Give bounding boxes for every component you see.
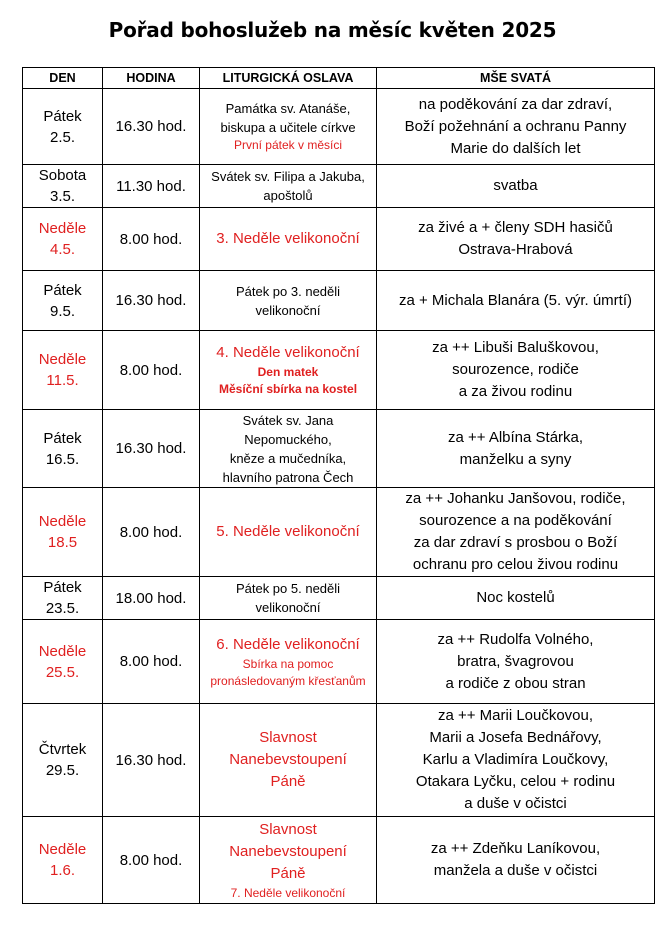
day-cell: Neděle 25.5. — [23, 620, 103, 704]
mass-cell: na poděkování za dar zdraví, Boží požehnání a ochranu Panny Marie do dalších let — [377, 89, 655, 165]
mass-cell: za ++ Johanku Janšovou, rodiče, sourozence a na poděkování za dar zdraví s prosbou o Boží ochranu pro celou živou rodinu — [377, 488, 655, 577]
table-row — [23, 89, 655, 165]
table-row — [23, 331, 655, 410]
day-cell: Neděle 18.5 — [23, 488, 103, 577]
mass-cell: za ++ Zdeňku Laníkovou, manžela a duše v očistci — [377, 817, 655, 904]
day-cell: Pátek 16.5. — [23, 410, 103, 488]
day-cell: Pátek 2.5. — [23, 89, 103, 165]
table-row — [23, 704, 655, 817]
header-mse: MŠE SVATÁ — [377, 68, 655, 89]
mass-cell: za ++ Marii Loučkovou, Marii a Josefa Bednářovy, Karlu a Vladimíra Loučkovy, Otakara Lyčku, celou + rodinu a duše v očistci — [377, 704, 655, 817]
liturgy-note: Den matek — [257, 365, 319, 379]
time-cell: 11.30 hod. — [103, 165, 200, 208]
day-cell: Pátek 23.5. — [23, 577, 103, 620]
liturgy-cell: Památka sv. Atanáše, biskupa a učitele církve První pátek v měsíci — [200, 89, 377, 165]
time-cell: 8.00 hod. — [103, 488, 200, 577]
liturgy-note: Měsíční sbírka na kostel — [218, 382, 358, 396]
liturgy-cell: Pátek po 3. neděli velikonoční — [200, 271, 377, 331]
time-cell: 16.30 hod. — [103, 410, 200, 488]
mass-cell: za ++ Rudolfa Volného, bratra, švagrovou a rodiče z obou stran — [377, 620, 655, 704]
liturgy-note: První pátek v měsíci — [233, 138, 343, 152]
mass-cell: za ++ Libuši Baluškovou, sourozence, rodiče a za živou rodinu — [377, 331, 655, 410]
liturgy-cell: 3. Neděle velikonoční — [200, 208, 377, 271]
time-cell: 8.00 hod. — [103, 817, 200, 904]
table-row — [23, 817, 655, 904]
liturgy-cell: 6. Neděle velikonoční Sbírka na pomoc pronásledovaným křesťanům — [200, 620, 377, 704]
header-row — [23, 68, 655, 89]
liturgy-cell: Pátek po 5. neděli velikonoční — [200, 577, 377, 620]
table-row — [23, 410, 655, 488]
day-cell: Neděle 4.5. — [23, 208, 103, 271]
time-cell: 8.00 hod. — [103, 331, 200, 410]
mass-cell: za + Michala Blanára (5. výr. úmrtí) — [377, 271, 655, 331]
time-cell: 8.00 hod. — [103, 208, 200, 271]
liturgy-note: pronásledovaným křesťanům — [210, 673, 366, 688]
day-cell: Neděle 1.6. — [23, 817, 103, 904]
time-cell: 16.30 hod. — [103, 271, 200, 331]
liturgy-cell: Slavnost Nanebevstoupení Páně 7. Neděle velikonoční — [200, 817, 377, 904]
header-den: DEN — [23, 68, 103, 89]
day-cell: Sobota 3.5. — [23, 165, 103, 208]
mass-cell: Noc kostelů — [377, 577, 655, 620]
day-cell: Pátek 9.5. — [23, 271, 103, 331]
liturgy-cell: 4. Neděle velikonoční Den matek Měsíční sbírka na kostel — [200, 331, 377, 410]
liturgy-cell: Slavnost Nanebevstoupení Páně — [200, 704, 377, 817]
table-row — [23, 208, 655, 271]
time-cell: 18.00 hod. — [103, 577, 200, 620]
mass-cell: svatba — [377, 165, 655, 208]
liturgy-note: Sbírka na pomoc — [242, 656, 334, 671]
header-hodina: HODINA — [103, 68, 200, 89]
time-cell: 16.30 hod. — [103, 704, 200, 817]
time-cell: 8.00 hod. — [103, 620, 200, 704]
page-title: Pořad bohoslužeb na měsíc květen 2025 — [108, 18, 557, 42]
mass-cell: za ++ Albína Stárka, manželku a syny — [377, 410, 655, 488]
liturgy-note: 7. Neděle velikonoční — [230, 885, 346, 900]
table-row — [23, 620, 655, 704]
table-row — [23, 577, 655, 620]
mass-cell: za živé a + členy SDH hasičů Ostrava-Hrabová — [377, 208, 655, 271]
liturgy-cell: Svátek sv. Jana Nepomuckého, kněze a mučedníka, hlavního patrona Čech — [200, 410, 377, 488]
table-row — [23, 488, 655, 577]
table-row — [23, 271, 655, 331]
time-cell: 16.30 hod. — [103, 89, 200, 165]
liturgy-cell: 5. Neděle velikonoční — [200, 488, 377, 577]
liturgy-cell: Svátek sv. Filipa a Jakuba, apoštolů — [200, 165, 377, 208]
header-oslava: LITURGICKÁ OSLAVA — [200, 68, 377, 89]
day-cell: Neděle 11.5. — [23, 331, 103, 410]
schedule-table — [22, 67, 655, 904]
day-cell: Čtvrtek 29.5. — [23, 704, 103, 817]
table-row — [23, 165, 655, 208]
